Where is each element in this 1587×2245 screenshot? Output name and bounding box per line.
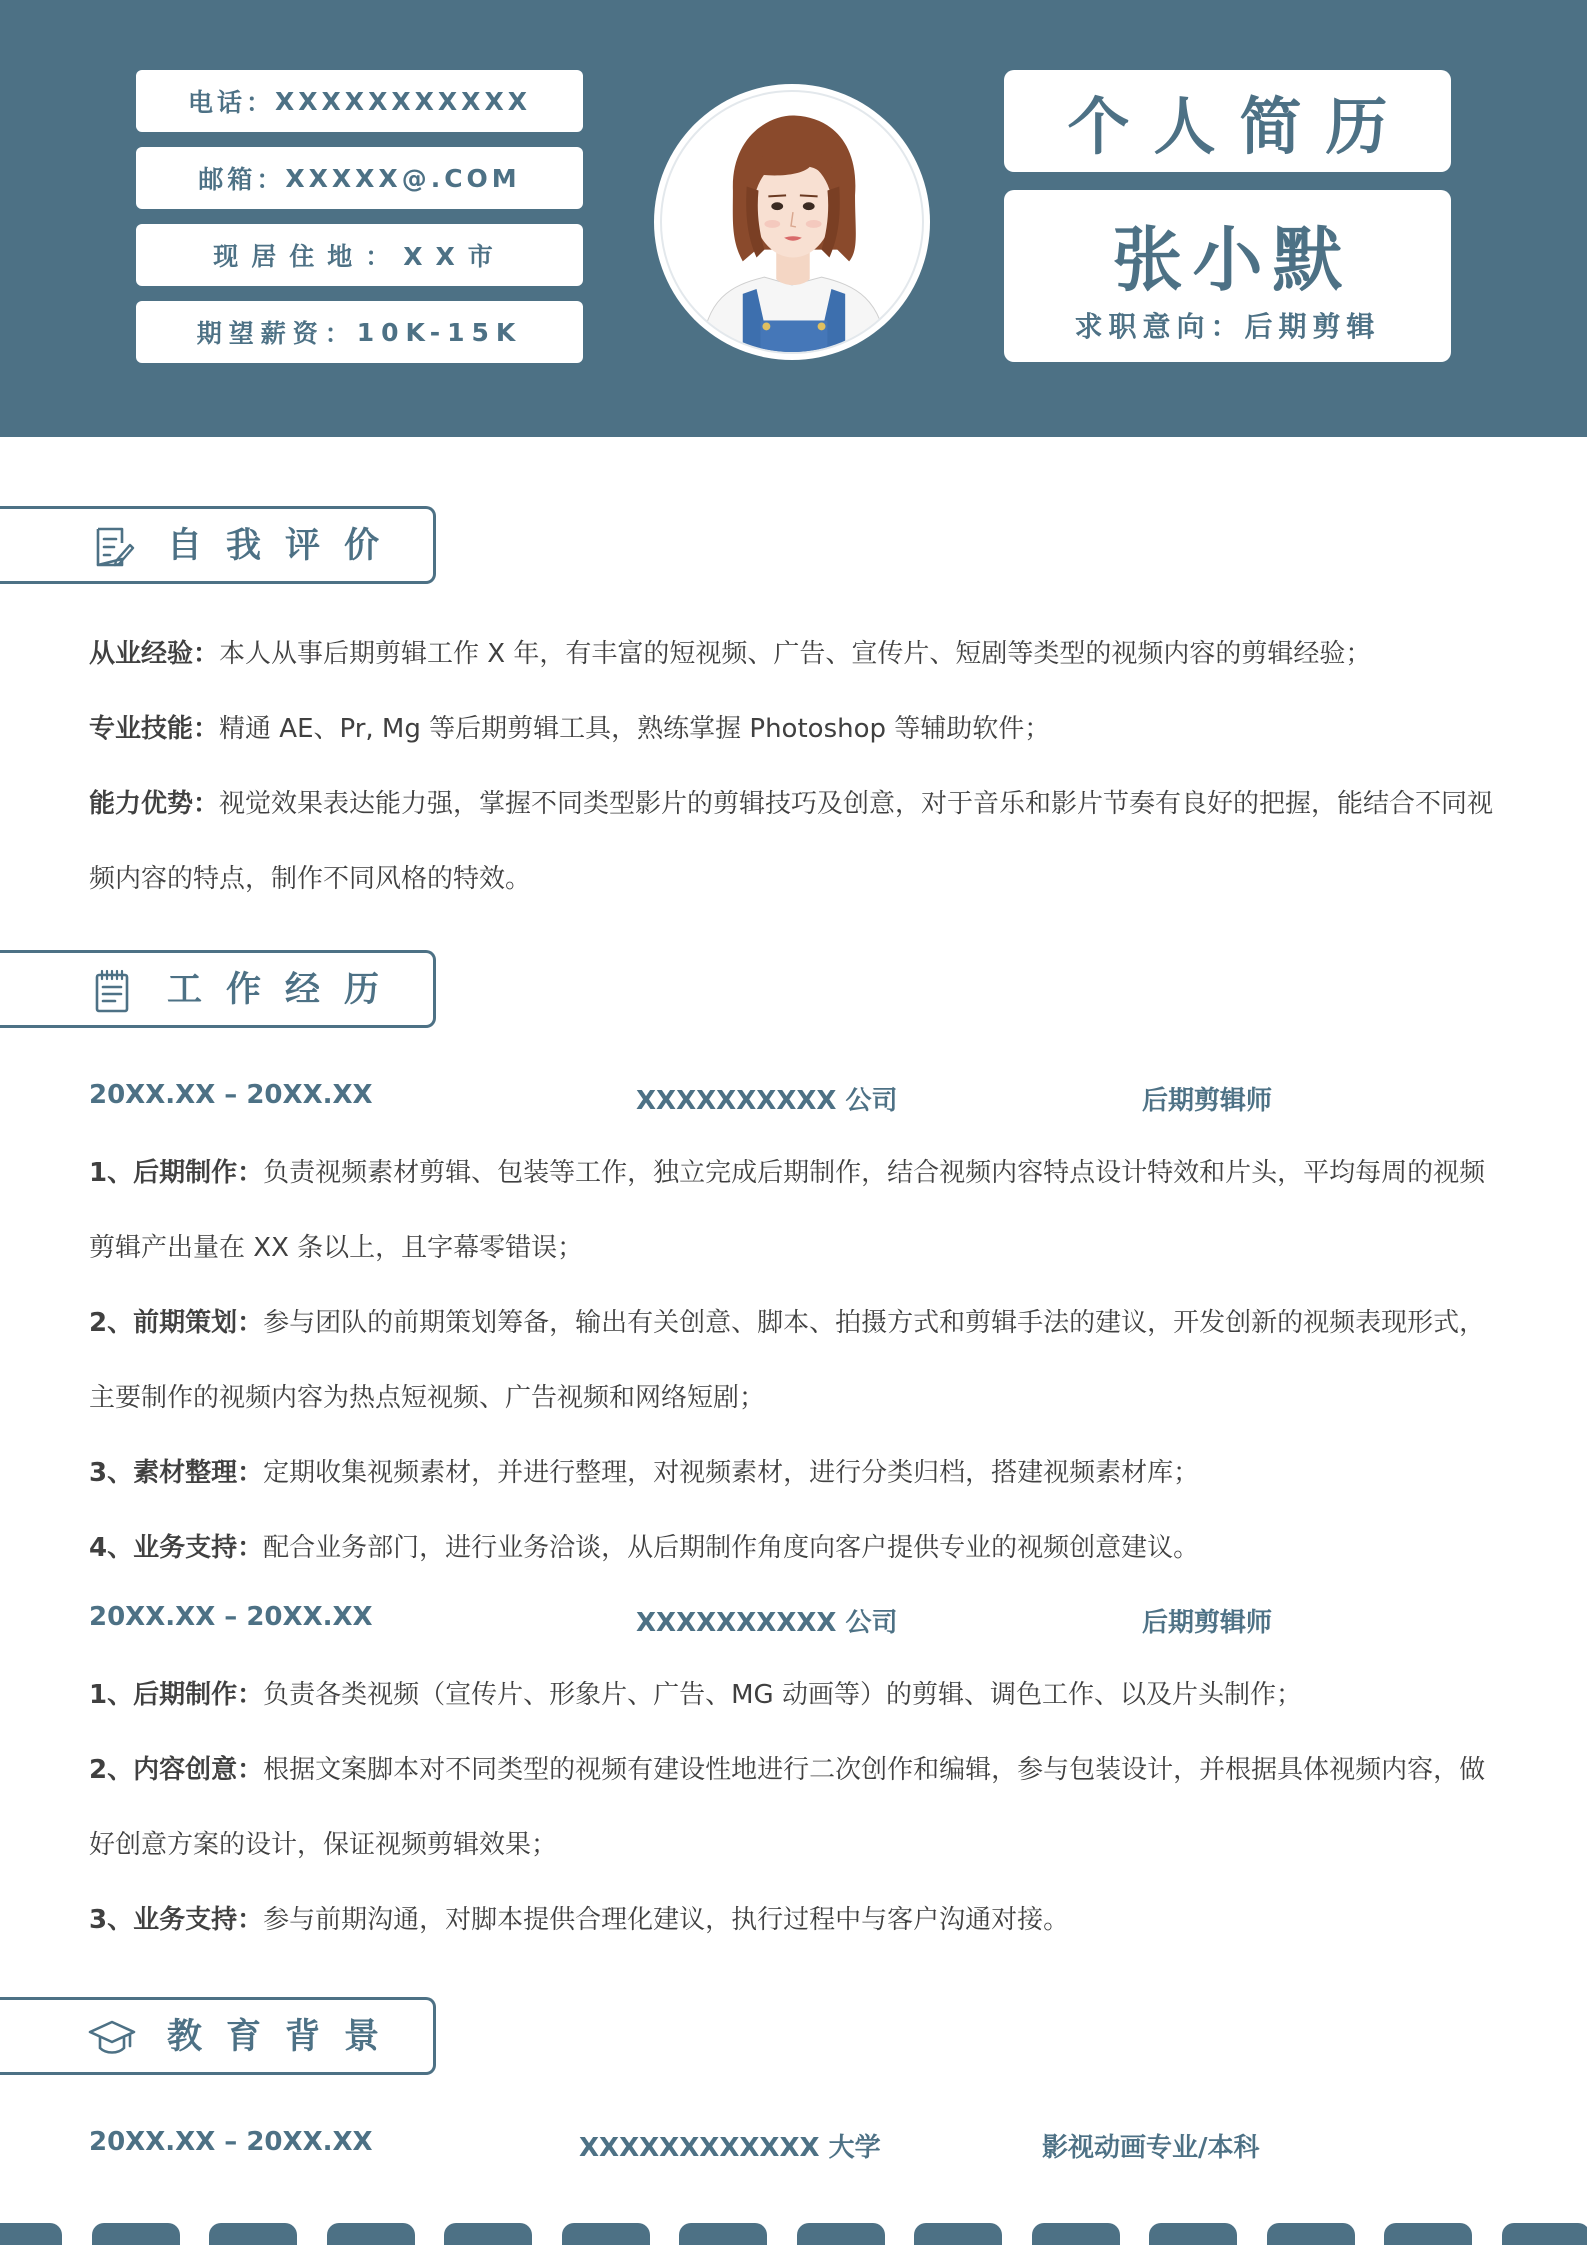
item-label: 专业技能： bbox=[89, 714, 220, 744]
job-duty bbox=[89, 1658, 1509, 1733]
avatar bbox=[660, 90, 924, 354]
footer-dash bbox=[444, 2223, 532, 2245]
self-eval-skills bbox=[89, 692, 1509, 767]
salary-value: 10K-15K bbox=[356, 317, 523, 347]
job-duty bbox=[89, 1733, 1509, 1883]
email-value: XXXXX@.COM bbox=[285, 163, 521, 193]
footer-dash bbox=[1502, 2223, 1587, 2245]
item-label: 4、业务支持： bbox=[89, 1533, 264, 1563]
resume-title: 个人简历 bbox=[1004, 70, 1451, 172]
footer-dash bbox=[1384, 2223, 1472, 2245]
job-role: 后期剪辑师 bbox=[1142, 1608, 1273, 1638]
item-label: 从业经验： bbox=[89, 639, 220, 669]
education-row bbox=[89, 2127, 1509, 2167]
section-title: 工作经历 bbox=[167, 970, 404, 1010]
residence-box bbox=[136, 224, 583, 286]
phone-label: 电话： bbox=[187, 88, 275, 117]
item-text: 定期收集视频素材，并进行整理，对视频素材，进行分类归档，搭建视频素材库； bbox=[263, 1458, 1200, 1488]
education-major: 影视动画专业/本科 bbox=[1042, 2133, 1260, 2163]
job-period: 20XX.XX – 20XX.XX bbox=[89, 1080, 373, 1110]
item-text: 负责视频素材剪辑、包装等工作，独立完成后期制作，结合视频内容特点设计特效和片头，平均每周的视频剪辑产出量在 XX 条以上，且字幕零错误； bbox=[89, 1158, 1486, 1263]
footer-dash bbox=[1032, 2223, 1120, 2245]
email-label: 邮箱： bbox=[198, 165, 286, 194]
footer-dash bbox=[209, 2223, 297, 2245]
item-label: 3、素材整理： bbox=[89, 1458, 264, 1488]
candidate-name: 张小默 bbox=[1112, 219, 1353, 301]
residence-value: XX市 bbox=[403, 242, 506, 271]
footer-dash bbox=[797, 2223, 885, 2245]
education-period: 20XX.XX – 20XX.XX bbox=[89, 2127, 373, 2157]
item-text: 参与团队的前期策划筹备，输出有关创意、脚本、拍摄方式和剪辑手法的建议，开发创新的视频表现形式，主要制作的视频内容为热点短视频、广告视频和网络短剧； bbox=[89, 1308, 1486, 1413]
item-text: 本人从事后期剪辑工作 X 年，有丰富的短视频、广告、宣传片、短剧等类型的视频内容的剪辑经验； bbox=[219, 639, 1372, 669]
job-role: 后期剪辑师 bbox=[1142, 1086, 1273, 1116]
resume-header bbox=[0, 0, 1587, 437]
job-intent: 求职意向：后期剪辑 bbox=[1074, 310, 1381, 343]
job-duty bbox=[89, 1436, 1509, 1511]
item-text: 视觉效果表达能力强，掌握不同类型影片的剪辑技巧及创意，对于音乐和影片节奏有良好的把握，能结合不同视频内容的特点，制作不同风格的特效。 bbox=[89, 789, 1494, 894]
item-text: 配合业务部门，进行业务洽谈，从后期制作角度向客户提供专业的视频创意建议。 bbox=[263, 1533, 1200, 1563]
footer-dash bbox=[914, 2223, 1002, 2245]
job-company: XXXXXXXXXX 公司 bbox=[636, 1608, 898, 1638]
job-header bbox=[89, 1080, 1509, 1120]
job-duty bbox=[89, 1286, 1509, 1436]
item-label: 能力优势： bbox=[89, 789, 220, 819]
phone-value: XXXXXXXXXXX bbox=[274, 86, 532, 116]
education-school: XXXXXXXXXXXX 大学 bbox=[579, 2133, 881, 2163]
job-header bbox=[89, 1602, 1509, 1642]
footer-dash bbox=[562, 2223, 650, 2245]
job-period: 20XX.XX – 20XX.XX bbox=[89, 1602, 373, 1632]
section-heading-self-eval bbox=[0, 506, 436, 584]
footer-dash bbox=[1149, 2223, 1237, 2245]
notepad-icon bbox=[88, 967, 136, 1015]
section-title: 自我评价 bbox=[167, 526, 404, 566]
graduation-cap-icon bbox=[88, 2014, 136, 2062]
item-label: 3、业务支持： bbox=[89, 1905, 264, 1935]
job-duty bbox=[89, 1136, 1509, 1286]
job-duty bbox=[89, 1511, 1509, 1586]
salary-box bbox=[136, 301, 583, 363]
section-heading-education bbox=[0, 1997, 436, 2075]
avatar-frame bbox=[654, 84, 930, 360]
footer-dash bbox=[679, 2223, 767, 2245]
item-text: 精通 AE、Pr, Mg 等后期剪辑工具，熟练掌握 Photoshop 等辅助软件； bbox=[219, 714, 1051, 744]
name-card bbox=[1004, 190, 1451, 362]
section-title: 教育背景 bbox=[167, 2017, 404, 2057]
item-text: 根据文案脚本对不同类型的视频有建设性地进行二次创作和编辑，参与包装设计，并根据具体视频内容，做好创意方案的设计，保证视频剪辑效果； bbox=[89, 1755, 1486, 1860]
item-text: 负责各类视频（宣传片、形象片、广告、MG 动画等）的剪辑、调色工作、以及片头制作； bbox=[263, 1680, 1302, 1710]
section-heading-work bbox=[0, 950, 436, 1028]
self-eval-experience bbox=[89, 617, 1509, 692]
job-duty bbox=[89, 1883, 1509, 1958]
item-text: 参与前期沟通，对脚本提供合理化建议，执行过程中与客户沟通对接。 bbox=[263, 1905, 1070, 1935]
item-label: 1、后期制作： bbox=[89, 1158, 264, 1188]
footer-dash bbox=[92, 2223, 180, 2245]
avatar-illustration bbox=[662, 92, 922, 352]
item-label: 2、内容创意： bbox=[89, 1755, 264, 1785]
item-label: 2、前期策划： bbox=[89, 1308, 264, 1338]
footer-dash bbox=[327, 2223, 415, 2245]
footer-dash bbox=[0, 2223, 62, 2245]
item-label: 1、后期制作： bbox=[89, 1680, 264, 1710]
note-edit-icon bbox=[88, 523, 136, 571]
phone-box bbox=[136, 70, 583, 132]
footer-decoration bbox=[0, 2223, 1587, 2245]
self-eval-strengths bbox=[89, 767, 1509, 917]
email-box bbox=[136, 147, 583, 209]
residence-label: 现居住地： bbox=[213, 242, 404, 271]
job-company: XXXXXXXXXX 公司 bbox=[636, 1086, 898, 1116]
salary-label: 期望薪资： bbox=[196, 319, 357, 348]
footer-dash bbox=[1267, 2223, 1355, 2245]
